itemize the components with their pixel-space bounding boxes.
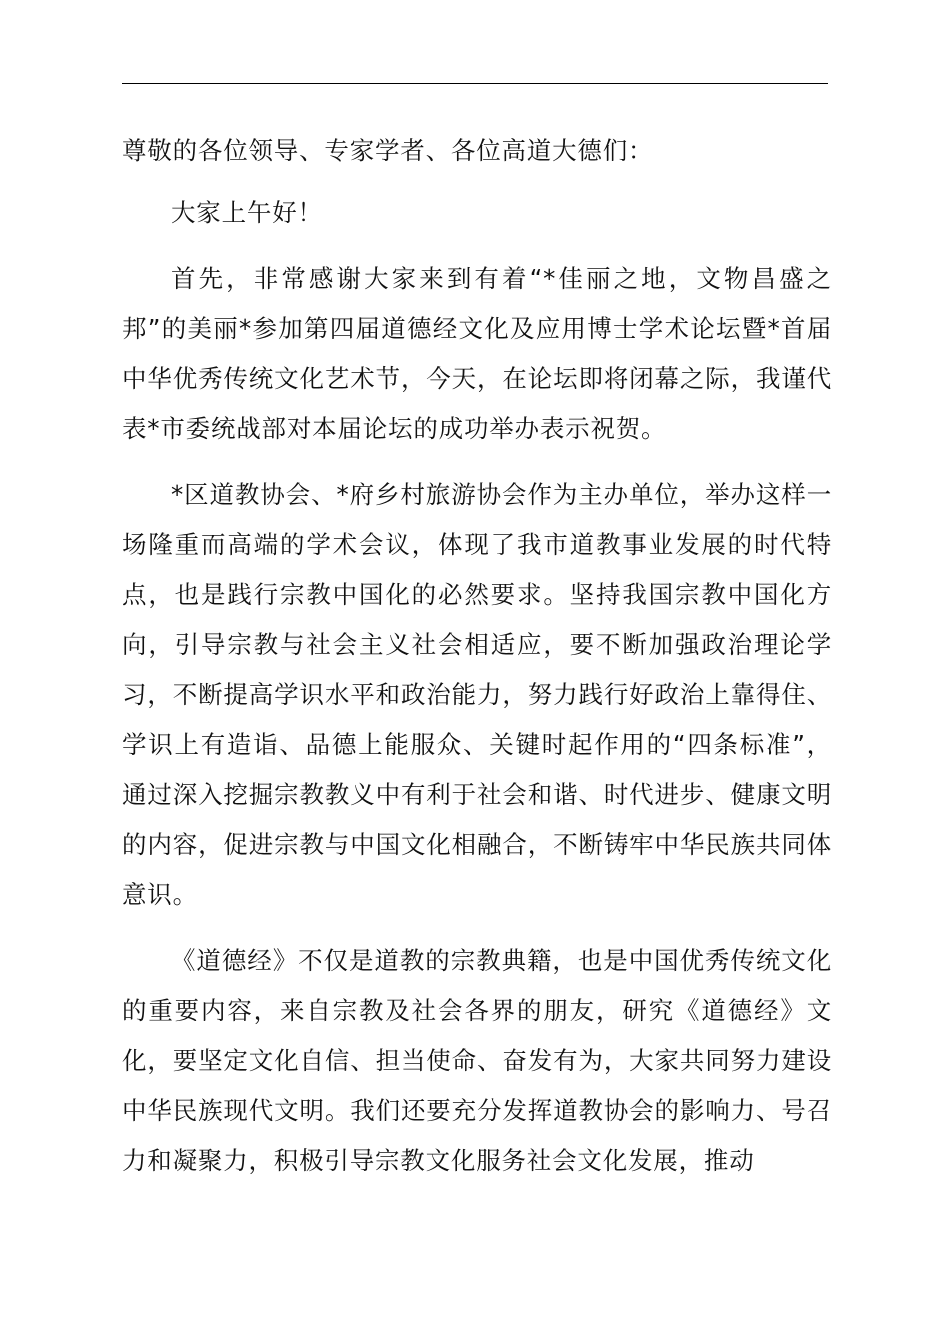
paragraph-daodejing: 《道德经》不仅是道教的宗教典籍，也是中国优秀传统文化的重要内容，来自宗教及社会各界的朋友，研究《道德经》文化，要坚定文化自信、担当使命、奋发有为，大家共同努力建设中华民族现代文明。我们还要充分发挥道教协会的影响力、号召力和凝聚力，积极引导宗教文化服务社会文化发展，推动	[122, 946, 832, 1175]
paragraph-greeting: 大家上午好！	[171, 198, 323, 227]
header-rule	[122, 83, 828, 84]
document-body	[122, 126, 832, 1202]
paragraph-opening: 首先，非常感谢大家来到有着“*佳丽之地，文物昌盛之邦”的美丽*参加第四届道德经文化及应用博士学术论坛暨*首届中华优秀传统文化艺术节，今天，在论坛即将闭幕之际，我谨代表*市委统战部对本届论坛的成功举办表示祝贺。	[122, 264, 832, 443]
paragraph-organizers: *区道教协会、*府乡村旅游协会作为主办单位，举办这样一场隆重而高端的学术会议，体现了我市道教事业发展的时代特点，也是践行宗教中国化的必然要求。坚持我国宗教中国化方向，引导宗教与社会主义社会相适应，要不断加强政治理论学习，不断提高学识水平和政治能力，努力践行好政治上靠得住、学识上有造诣、品德上能服众、关键时起作用的“四条标准”，通过深入挖掘宗教教义中有利于社会和谐、时代进步、健康文明的内容，促进宗教与中国文化相融合，不断铸牢中华民族共同体意识。	[122, 480, 832, 909]
salutation: 尊敬的各位领导、专家学者、各位高道大德们：	[122, 136, 654, 165]
